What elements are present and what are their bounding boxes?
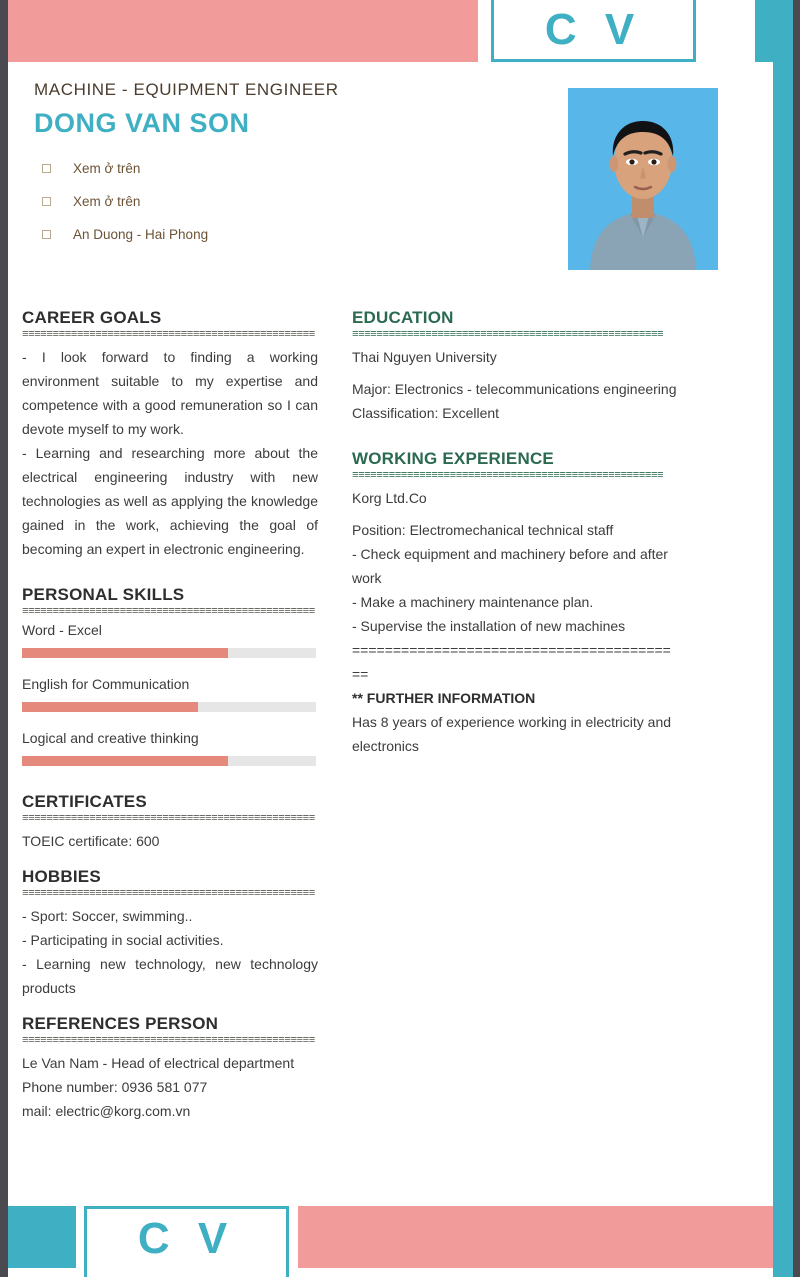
square-glyph-icon xyxy=(42,230,51,239)
education-line: Thai Nguyen University xyxy=(352,349,497,365)
contact-text: Xem ở trên xyxy=(73,194,141,209)
section-divider: ≡≡≡≡≡≡≡≡≡≡≡≡≡≡≡≡≡≡≡≡≡≡≡≡≡≡≡≡≡≡≡≡≡≡≡≡≡≡≡≡≡≡≡≡≡≡≡≡ xyxy=(22,1036,315,1047)
skill-label: English for Communication xyxy=(22,676,190,692)
section-divider: ≡≡≡≡≡≡≡≡≡≡≡≡≡≡≡≡≡≡≡≡≡≡≡≡≡≡≡≡≡≡≡≡≡≡≡≡≡≡≡≡≡≡≡≡≡≡≡≡ xyxy=(22,607,315,618)
footer-teal-block xyxy=(8,1206,76,1268)
cv-logo-box-bottom xyxy=(84,1206,289,1277)
section-divider: ≡≡≡≡≡≡≡≡≡≡≡≡≡≡≡≡≡≡≡≡≡≡≡≡≡≡≡≡≡≡≡≡≡≡≡≡≡≡≡≡≡≡≡≡≡≡≡≡ xyxy=(22,330,315,341)
section-title: REFERENCES PERSON xyxy=(22,1014,219,1033)
contact-text: Xem ở trên xyxy=(73,161,141,176)
section-divider: ≡≡≡≡≡≡≡≡≡≡≡≡≡≡≡≡≡≡≡≡≡≡≡≡≡≡≡≡≡≡≡≡≡≡≡≡≡≡≡≡≡≡≡≡≡≡≡≡≡≡≡ xyxy=(352,330,664,341)
viewer-right-edge xyxy=(793,0,800,1277)
person-name: DONG VAN SON xyxy=(34,108,250,138)
section-title: CAREER GOALS xyxy=(22,308,162,327)
contact-item xyxy=(34,161,534,176)
skill-row xyxy=(22,730,318,766)
skill-fill xyxy=(22,648,228,658)
further-information-text: Has 8 years of experience working in electricity and electronics xyxy=(352,714,672,754)
skill-fill xyxy=(22,702,198,712)
reference-line: Le Van Nam - Head of electrical department xyxy=(22,1055,295,1071)
further-information-heading xyxy=(352,686,677,710)
portrait-photo xyxy=(568,88,718,270)
career-goal-paragraph: - I look forward to finding a working environment suitable to my expertise and competence with a good remuneration so I can devote myself to my work. xyxy=(22,349,318,437)
reference-phone: Phone number: 0936 581 077 xyxy=(22,1079,208,1095)
hobby-line: - Sport: Soccer, swimming.. xyxy=(22,908,193,924)
duty-line: - Supervise the installation of new machines xyxy=(352,618,626,634)
section-divider: ≡≡≡≡≡≡≡≡≡≡≡≡≡≡≡≡≡≡≡≡≡≡≡≡≡≡≡≡≡≡≡≡≡≡≡≡≡≡≡≡≡≡≡≡≡≡≡≡ xyxy=(22,889,315,900)
right-teal-stripe xyxy=(773,0,793,1277)
education-classification: Classification: Excellent xyxy=(352,405,500,421)
section-hobbies xyxy=(22,867,318,1000)
section-working-experience xyxy=(352,449,677,758)
square-glyph-icon xyxy=(42,197,51,206)
skill-label: Logical and creative thinking xyxy=(22,730,199,746)
reference-email: mail: electric@korg.com.vn xyxy=(22,1103,191,1119)
right-column xyxy=(352,308,677,758)
cv-logo-label-top: C V xyxy=(544,4,643,54)
section-references xyxy=(22,1014,318,1123)
left-column xyxy=(22,308,318,1123)
skill-row xyxy=(22,676,318,712)
skill-fill xyxy=(22,756,228,766)
skill-row xyxy=(22,622,318,658)
education-major: Major: Electronics - telecommunications engineering xyxy=(352,381,677,397)
header-pink-band xyxy=(8,0,478,62)
skill-track xyxy=(22,702,316,712)
duty-line: - Make a machinery maintenance plan. xyxy=(352,594,594,610)
duty-line: - Check equipment and machinery before and after work xyxy=(352,546,668,586)
position-title: Position: Electromechanical technical staff xyxy=(352,522,614,538)
cv-logo-box-top xyxy=(491,0,696,62)
contact-item xyxy=(34,227,534,242)
job-title: MACHINE - EQUIPMENT ENGINEER xyxy=(34,80,339,99)
contact-item xyxy=(34,194,534,209)
section-career-goals xyxy=(22,308,318,561)
career-goal-paragraph: - Learning and researching more about the electrical engineering industry with new technologies as well as applying the knowledge gained in the work, achieving the goal of becoming an expert in electronic engineering. xyxy=(22,445,318,557)
section-title: EDUCATION xyxy=(352,308,454,327)
section-title: CERTIFICATES xyxy=(22,792,147,811)
square-glyph-icon xyxy=(42,164,51,173)
hobby-line: - Learning new technology, new technology products xyxy=(22,956,318,996)
text-divider: ========================================= xyxy=(352,642,671,682)
contact-text: An Duong - Hai Phong xyxy=(73,227,209,242)
certificate-line: TOEIC certificate: 600 xyxy=(22,833,160,849)
cv-logo-label-bottom: C V xyxy=(137,1214,236,1263)
section-education xyxy=(352,308,677,425)
section-certificates xyxy=(22,792,318,853)
section-title: HOBBIES xyxy=(22,867,101,886)
hobby-line: - Participating in social activities. xyxy=(22,932,224,948)
section-divider: ≡≡≡≡≡≡≡≡≡≡≡≡≡≡≡≡≡≡≡≡≡≡≡≡≡≡≡≡≡≡≡≡≡≡≡≡≡≡≡≡≡≡≡≡≡≡≡≡≡≡≡ xyxy=(352,471,664,482)
skill-label: Word - Excel xyxy=(22,622,102,638)
footer-pink-band xyxy=(298,1206,773,1268)
section-title: WORKING EXPERIENCE xyxy=(352,449,554,468)
further-marker: ** xyxy=(352,690,363,706)
further-title: FURTHER INFORMATION xyxy=(366,690,536,706)
section-title: PERSONAL SKILLS xyxy=(22,585,185,604)
section-personal-skills xyxy=(22,585,318,766)
skill-track xyxy=(22,756,316,766)
section-divider: ≡≡≡≡≡≡≡≡≡≡≡≡≡≡≡≡≡≡≡≡≡≡≡≡≡≡≡≡≡≡≡≡≡≡≡≡≡≡≡≡≡≡≡≡≡≡≡≡ xyxy=(22,814,315,825)
identity-block xyxy=(34,80,534,260)
right-teal-notch xyxy=(755,0,773,62)
skill-track xyxy=(22,648,316,658)
company-name: Korg Ltd.Co xyxy=(352,490,427,506)
contact-list xyxy=(34,161,534,242)
